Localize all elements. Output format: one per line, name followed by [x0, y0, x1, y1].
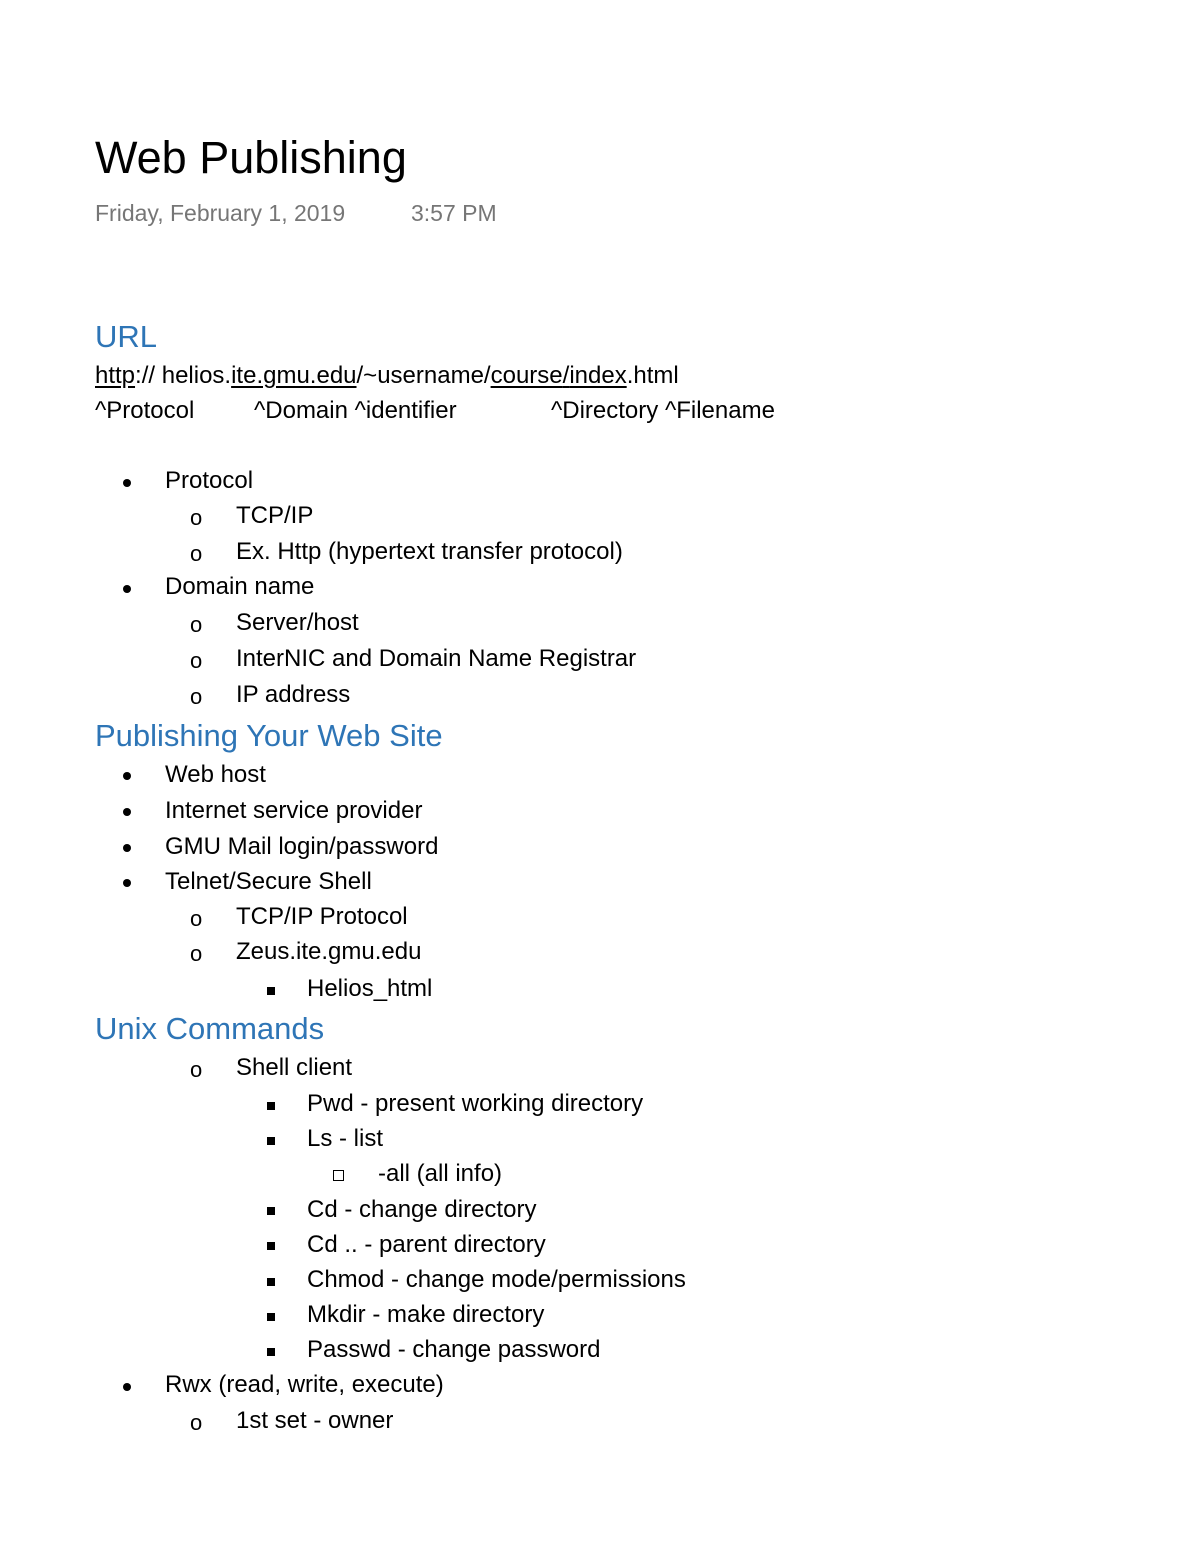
- bullet-disc: [123, 479, 131, 487]
- list-item: Rwx (read, write, execute): [165, 1371, 444, 1398]
- page-title: Web Publishing: [95, 132, 407, 183]
- list-item: Chmod - change mode/permissions: [307, 1266, 686, 1293]
- list-item: Internet service provider: [165, 797, 423, 824]
- list-item: Shell client: [236, 1054, 353, 1081]
- list-item: InterNIC and Domain Name Registrar: [236, 645, 637, 672]
- url-part-extension: .html: [626, 362, 679, 389]
- list-item: Mkdir - make directory: [307, 1301, 545, 1328]
- bullet-circle: o: [190, 612, 203, 637]
- list-item: Telnet/Secure Shell: [165, 868, 372, 895]
- bullet-circle: o: [190, 505, 203, 530]
- list-item: Passwd - change password: [307, 1336, 601, 1363]
- bullet-circle: o: [190, 1057, 203, 1082]
- bullet-circle: o: [190, 684, 203, 709]
- heading-publishing: Publishing Your Web Site: [95, 718, 443, 753]
- list-item: IP address: [236, 681, 351, 708]
- heading-url: URL: [95, 319, 158, 354]
- url-label-domain: ^Domain ^identifier: [254, 397, 457, 424]
- url-part-directory: course: [490, 362, 563, 389]
- list-item: Pwd - present working directory: [307, 1090, 644, 1117]
- list-item: Web host: [165, 761, 266, 788]
- bullet-disc: [123, 1383, 131, 1391]
- bullet-disc: [123, 879, 131, 887]
- list-item: Zeus.ite.gmu.edu: [236, 938, 422, 965]
- bullet-circle: o: [190, 541, 203, 566]
- list-item: Ls - list: [307, 1125, 384, 1152]
- bullet-square: [267, 1137, 275, 1145]
- list-item: Server/host: [236, 609, 359, 636]
- bullet-disc: [123, 772, 131, 780]
- list-item: TCP/IP: [236, 502, 314, 529]
- url-label-directory: ^Directory ^Filename: [551, 397, 775, 424]
- list-item: Domain name: [165, 573, 315, 600]
- url-part-domain: ite.gmu.edu: [231, 362, 357, 389]
- url-part-separator: ://: [135, 362, 156, 389]
- url-part-slash: /: [562, 362, 570, 389]
- bullet-disc: [123, 585, 131, 593]
- bullet-hollow-square: [333, 1170, 344, 1181]
- list-item: Helios_html: [307, 975, 433, 1002]
- list-item: TCP/IP Protocol: [236, 903, 408, 930]
- list-item: -all (all info): [378, 1160, 503, 1187]
- list-item: Protocol: [165, 467, 254, 494]
- list-item: Cd .. - parent directory: [307, 1231, 546, 1258]
- bullet-disc: [123, 844, 131, 852]
- bullet-square: [267, 1207, 275, 1215]
- url-part-filename: index: [569, 362, 627, 389]
- list-item: 1st set - owner: [236, 1407, 394, 1434]
- bullet-square: [267, 1242, 275, 1250]
- list-item: Ex. Http (hypertext transfer protocol): [236, 538, 623, 565]
- url-example: [95, 361, 679, 391]
- list-item: GMU Mail login/password: [165, 833, 439, 860]
- bullet-square: [267, 1348, 275, 1356]
- bullet-square: [267, 987, 275, 995]
- bullet-circle: o: [190, 1410, 203, 1435]
- bullet-square: [267, 1313, 275, 1321]
- list-item: Cd - change directory: [307, 1196, 537, 1223]
- url-part-protocol: http: [95, 362, 136, 389]
- bullet-circle: o: [190, 906, 203, 931]
- bullet-square: [267, 1278, 275, 1286]
- page-time: 3:57 PM: [411, 200, 497, 226]
- page-date: Friday, February 1, 2019: [95, 200, 346, 226]
- url-part-identifier: /~username/: [356, 362, 491, 389]
- bullet-circle: o: [190, 648, 203, 673]
- heading-unix: Unix Commands: [95, 1011, 325, 1046]
- bullet-square: [267, 1102, 275, 1110]
- bullet-circle: o: [190, 941, 203, 966]
- url-label-protocol: ^Protocol: [95, 397, 195, 424]
- url-part-host: helios.: [155, 362, 232, 389]
- bullet-disc: [123, 808, 131, 816]
